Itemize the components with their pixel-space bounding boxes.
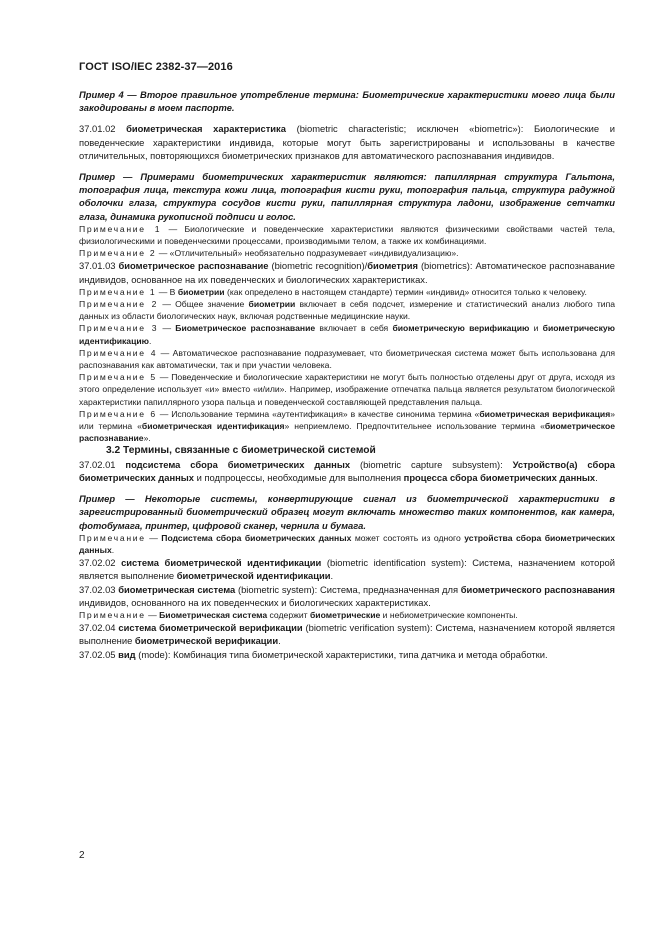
section-title: Термины, связанные с биометрической системой [123,445,376,457]
note-text: — В [158,286,178,297]
note-bold: биометрическая идентификация [141,421,285,432]
note-label: Примечание 3 [79,323,159,334]
term-definition: индивидов, основанного на их поведенческих и биологических характеристиках. [79,596,431,608]
example-4: Пример 4 — Второе правильное употребление термина: Биометрические характеристики моего лица были закодированы в моем паспорте. [79,89,615,114]
note-label: Примечание 2 [79,248,157,259]
document-body [79,88,615,661]
note-bold: биометрическое распознавание [79,421,616,444]
term-37-02-01 [79,458,615,484]
note-text: включает в себя [315,323,393,334]
note-6-37-01-03 [79,408,615,445]
note-text: — [148,609,160,620]
term-37-01-02 [79,122,615,162]
note-bold: Подсистема сбора биометрических данных [161,532,352,543]
term-definition: (biometric capture subsystem): [359,458,513,470]
note-text: — «Отличительный» необязательно подразумевает «индивидуализацию». [158,248,459,259]
term-bold: биометрического распознавания [460,583,615,595]
note-bold: биометрии [177,286,225,297]
term-definition: . [330,570,334,582]
term-number: 37.02.02 [79,557,116,569]
term-definition: (biometrics): Автоматическое распознавание индивидов, основанное на их поведенческих и биологических характеристиках. [79,260,616,285]
term-definition: . [278,635,281,647]
note-text: — Использование термина «аутентификация» в качестве синонима термина « [159,408,480,419]
term-english: (biometric recognition)/ [271,260,368,272]
page-number: 2 [79,850,85,861]
term-definition: (biometric verification system): Система, назначением которой является выполнение [79,622,616,647]
note-text: содержит [267,609,310,620]
term-number: 37.02.01 [79,458,116,470]
note-text: и небиометрические компоненты. [380,609,518,620]
note-text: . [149,335,152,346]
term-number: 37.02.03 [79,583,116,595]
note-text: — Поведенческие и биологические характеристики не могут быть полностью отделены друг от друга, исходя из этого определение использует «и» вместо «и/или». Например, изображение отпечатка пальца является результатом биологической характеристики папиллярного узора пальца и поведенческой составляющей представления пальца. [79,372,615,407]
note-label: Примечание [79,532,146,543]
term-bold: биометрической верификации [134,635,279,647]
term-name: система биометрической идентификации [121,557,322,569]
note-text: — Биологические и поведенческие характеристики являются физическими свойствами частей тела, физиологическими и поведенческими процессами, производимыми телом, а также их комбинациями. [79,223,616,247]
term-37-02-04 [79,621,615,647]
term-number: 37.02.05 [79,648,116,660]
section-heading-3-2 [79,444,615,457]
note-text: — Общее значение [162,299,249,310]
note-bold: Биометрическая система [159,609,268,620]
term-bold: биометрической идентификации [176,570,331,582]
term-number: 37.01.02 [79,123,116,135]
note-text: — [162,323,176,334]
term-37-02-05 [79,648,615,661]
note-text: . [111,544,115,555]
note-text: ». [143,433,151,444]
note-2-37-01-03 [79,298,615,322]
term-name: подсистема сбора биометрических данных [125,458,351,470]
term-number: 37.02.04 [79,622,116,634]
note-bold: биометрическую верификацию [392,323,530,334]
term-37-01-03 [79,259,615,285]
note-2-37-01-02 [79,247,615,259]
note-text: » неприемлемо. Предпочтительнее использование термина « [284,421,545,432]
note-1-37-01-03 [79,286,615,298]
note-label: Примечание 5 [79,372,157,383]
note-label: Примечание 4 [79,347,158,358]
term-name: биометрическая система [118,583,236,595]
example-biometric-characteristics: Пример — Примерами биометрических характеристик являются: папиллярная структура Гальтона, топография лица, текстура кожи лица, топография кисти руки, топография пальца, структура радужной оболочки глаза, структура сосудов кисти руки, папиллярная структура ладони, изображение сетчатки глаза, динамика рукописной подписи и голос. [79,171,615,222]
note-label: Примечание 6 [79,408,157,419]
term-bold: Устройство(а) сбора биометрических данных [79,458,615,483]
note-3-37-01-03 [79,322,615,346]
note-label: Примечание 2 [79,299,159,310]
note-37-02-03 [79,609,615,621]
section-number: 3.2 [106,445,121,457]
term-name: вид [118,648,136,660]
term-bold: процесса сбора биометрических данных [403,471,596,483]
note-bold: биометрическая верификация [479,408,611,419]
term-definition: (biometric identification system): Система, назначением которой является выполнение [79,557,615,582]
term-name: биометрическое распознавание [118,260,269,272]
term-name: система биометрической верификации [118,622,303,634]
note-4-37-01-03 [79,347,615,371]
note-text: (как определено в настоящем стандарте) термин «индивид» относится только к человеку. [224,286,587,297]
note-5-37-01-03 [79,371,615,408]
note-text: — [149,532,162,543]
note-37-02-01 [79,532,615,556]
example-capture-subsystem: Пример — Некоторые системы, конвертирующие сигнал из биометрической характеристики в зарегистрированный биометрический образец могут включать множество таких компонентов, как камера, фотобумага, принтер, цифровой сканер, чернила и бумага. [79,493,615,531]
note-bold: биометрии [248,299,296,310]
term-definition: (biometric characteristic; исключен «biometric»): Биологические и поведенческие характеристики индивида, которые могут быть зарегистрированы и использованы в качестве отличительных, повторяющихся биометрических признаков для автоматического распознавания индивидов. [79,123,615,161]
note-label: Примечание [79,609,146,620]
note-label: Примечание 1 [79,286,157,297]
term-definition: и подпроцессы, необходимые для выполнения [194,471,404,483]
note-text: — Автоматическое распознавание подразумевает, что биометрическая система может быть использована для распознавания как автоматически, так и при участии человека. [79,347,616,371]
note-text: включает в себя подсчет, измерение и статистический анализ любого типа данных из области биологических наук, включая родственные медицинские науки. [79,299,615,322]
term-definition: (biometric system): Система, предназначенная для [237,583,461,595]
term-definition: (mode): Комбинация типа биометрической характеристики, типа датчика и метода обработки. [138,648,548,660]
note-bold: биометрическую идентификацию [79,323,616,346]
note-text: и [529,323,543,334]
note-label: Примечание 1 [79,223,162,234]
document-header: ГОСТ ISO/IEC 2382-37—2016 [79,61,233,73]
term-37-02-03 [79,583,615,609]
note-text: » или термина « [79,408,615,432]
note-bold: Биометрическое распознавание [175,323,316,334]
term-synonym: биометрия [367,260,418,272]
term-name: биометрическая характеристика [126,123,286,135]
note-bold: биометрические [309,609,381,620]
term-number: 37.01.03 [79,260,116,272]
term-37-02-02 [79,556,615,582]
note-text: может состоять из одного [351,532,465,543]
note-bold: устройства сбора биометрических данных [79,532,615,555]
term-definition: . [595,471,598,483]
note-1-37-01-02 [79,223,615,247]
